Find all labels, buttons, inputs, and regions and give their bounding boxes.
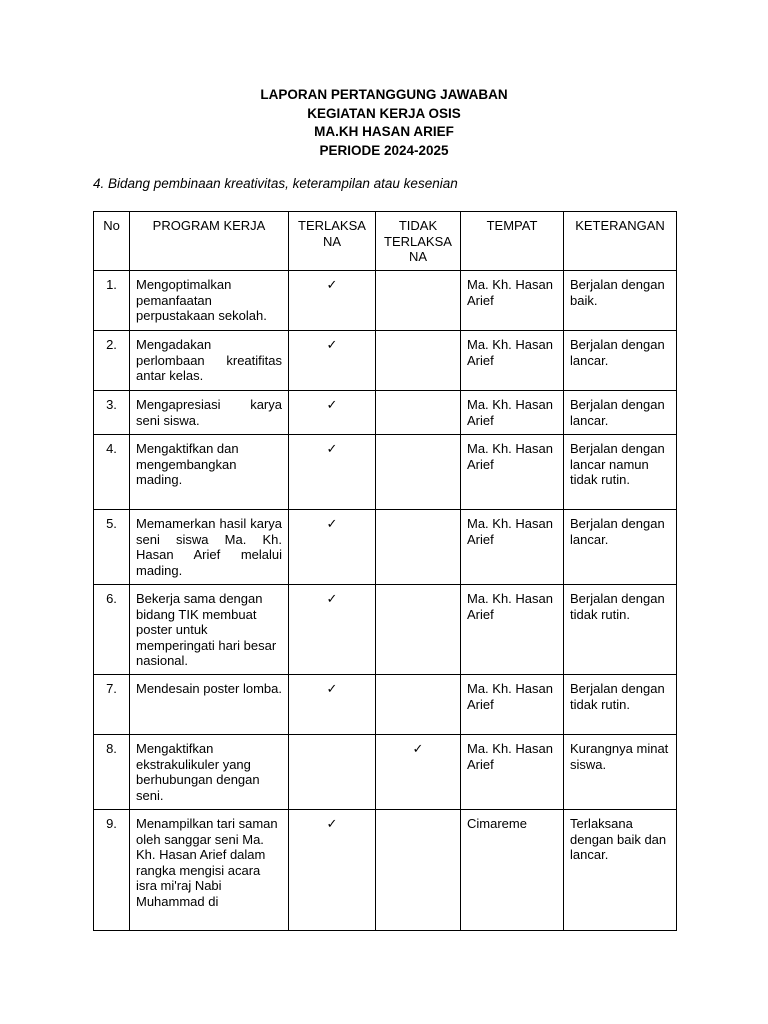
section-heading: 4. Bidang pembinaan kreativitas, keterampilan atau kesenian — [93, 176, 458, 191]
title-line-1: LAPORAN PERTANGGUNG JAWABAN — [260, 87, 508, 102]
row-not-done — [376, 510, 461, 585]
row-program: Memamerkan hasil karya seni siswa Ma. Kh. Hasan Arief melalui mading. — [130, 510, 289, 585]
header-program: PROGRAM KERJA — [130, 212, 289, 271]
row-no: 1. — [94, 271, 130, 331]
row-done — [289, 735, 376, 810]
row-place: Ma. Kh. Hasan Arief — [461, 510, 564, 585]
row-note: Berjalan dengan lancar namun tidak rutin. — [564, 435, 677, 510]
header-done: TERLAKSANA — [289, 212, 376, 271]
row-place: Cimareme — [461, 810, 564, 931]
table-row — [94, 810, 677, 931]
table-header-row — [94, 212, 677, 271]
row-not-done — [376, 675, 461, 735]
row-note: Kurangnya minat siswa. — [564, 735, 677, 810]
row-no: 4. — [94, 435, 130, 510]
row-program: Mengapresiasi karya seni siswa. — [130, 391, 289, 435]
table-row — [94, 331, 677, 391]
header-place: TEMPAT — [461, 212, 564, 271]
check-mark-icon: ✓ — [289, 810, 376, 931]
check-mark-icon: ✓ — [289, 675, 376, 735]
title-line-2: KEGIATAN KERJA OSIS — [307, 105, 461, 121]
row-note: Terlaksana dengan baik dan lancar. — [564, 810, 677, 931]
row-not-done — [376, 435, 461, 510]
table-row — [94, 675, 677, 735]
check-mark-icon: ✓ — [289, 331, 376, 391]
row-program: Mengaktifkan dan mengembangkan mading. — [130, 435, 289, 510]
table-row — [94, 735, 677, 810]
check-mark-icon: ✓ — [289, 271, 376, 331]
report-title — [0, 86, 768, 160]
check-mark-icon: ✓ — [289, 510, 376, 585]
row-program: Mengoptimalkan pemanfaatan perpustakaan sekolah. — [130, 271, 289, 331]
row-note: Berjalan dengan tidak rutin. — [564, 675, 677, 735]
row-place: Ma. Kh. Hasan Arief — [461, 271, 564, 331]
header-no: No — [94, 212, 130, 271]
title-line-3: MA.KH HASAN ARIEF — [314, 124, 454, 139]
header-not-done: TIDAK TERLAKSANA — [376, 212, 461, 271]
row-note: Berjalan dengan tidak rutin. — [564, 585, 677, 675]
row-place: Ma. Kh. Hasan Arief — [461, 675, 564, 735]
row-no: 8. — [94, 735, 130, 810]
table-row — [94, 271, 677, 331]
row-place: Ma. Kh. Hasan Arief — [461, 391, 564, 435]
row-not-done — [376, 810, 461, 931]
row-place: Ma. Kh. Hasan Arief — [461, 331, 564, 391]
row-no: 3. — [94, 391, 130, 435]
report-table — [93, 211, 677, 931]
row-note: Berjalan dengan lancar. — [564, 510, 677, 585]
row-note: Berjalan dengan lancar. — [564, 331, 677, 391]
row-not-done — [376, 331, 461, 391]
row-not-done — [376, 585, 461, 675]
check-mark-icon: ✓ — [289, 391, 376, 435]
table-row — [94, 435, 677, 510]
table-row — [94, 510, 677, 585]
row-no: 7. — [94, 675, 130, 735]
row-note: Berjalan dengan lancar. — [564, 391, 677, 435]
row-no: 9. — [94, 810, 130, 931]
header-note: KETERANGAN — [564, 212, 677, 271]
check-mark-icon: ✓ — [289, 585, 376, 675]
row-place: Ma. Kh. Hasan Arief — [461, 435, 564, 510]
check-mark-icon: ✓ — [289, 435, 376, 510]
row-place: Ma. Kh. Hasan Arief — [461, 735, 564, 810]
row-place: Ma. Kh. Hasan Arief — [461, 585, 564, 675]
table-row — [94, 585, 677, 675]
title-line-4: PERIODE 2024-2025 — [319, 142, 449, 158]
row-not-done — [376, 271, 461, 331]
row-no: 6. — [94, 585, 130, 675]
row-program: Menampilkan tari saman oleh sanggar seni Ma. Kh. Hasan Arief dalam rangka mengisi acara isra mi'raj Nabi Muhammad di — [130, 810, 289, 931]
table-row — [94, 391, 677, 435]
row-no: 5. — [94, 510, 130, 585]
row-program: Mendesain poster lomba. — [130, 675, 289, 735]
check-mark-icon: ✓ — [376, 735, 461, 810]
row-program: Mengaktifkan ekstrakulikuler yang berhubungan dengan seni. — [130, 735, 289, 810]
row-program: Bekerja sama dengan bidang TIK membuat poster untuk memperingati hari besar nasional. — [130, 585, 289, 675]
row-note: Berjalan dengan baik. — [564, 271, 677, 331]
row-not-done — [376, 391, 461, 435]
row-program: Mengadakan perlombaan kreatifitas antar kelas. — [130, 331, 289, 391]
row-no: 2. — [94, 331, 130, 391]
